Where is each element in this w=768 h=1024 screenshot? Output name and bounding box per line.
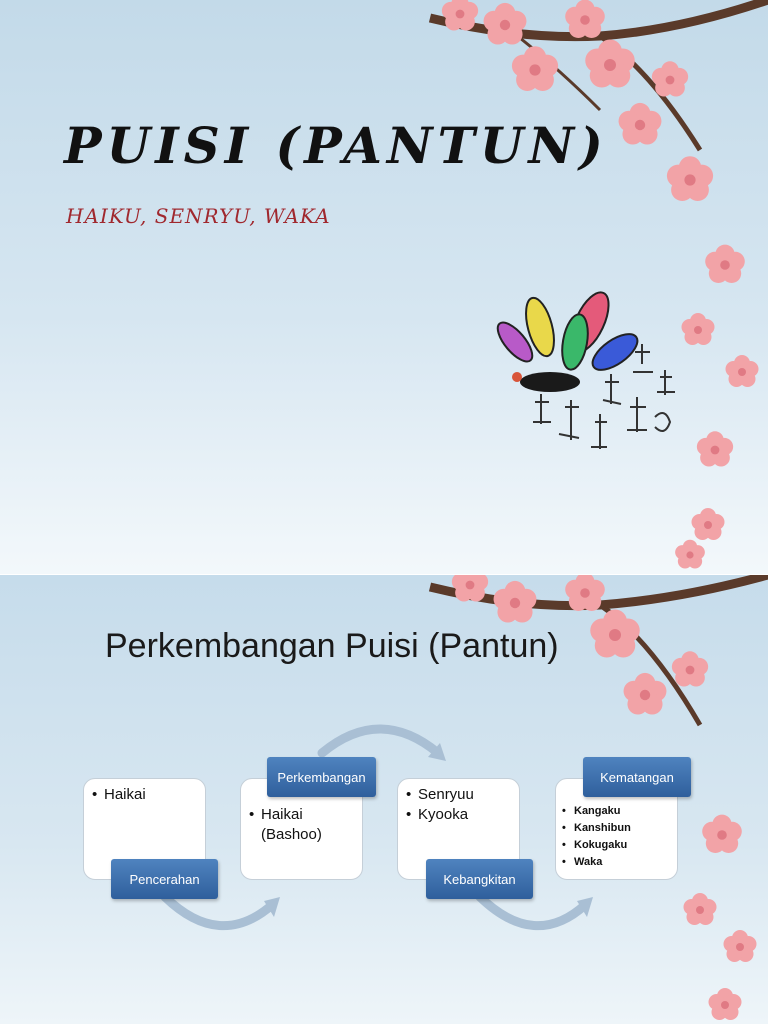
- content-slide: [0, 575, 768, 1024]
- stage-label: Kematangan: [583, 757, 691, 797]
- list-item: • Haikai (Bashoo): [247, 805, 351, 845]
- slide-subtitle: HAIKU, SENRYU, WAKA: [66, 204, 331, 228]
- calligraphy-painting-icon: [495, 282, 695, 482]
- list-item: • Waka: [560, 854, 673, 871]
- list-item: • Kangaku: [560, 803, 673, 820]
- slide-title: PUISI (PANTUN): [64, 116, 608, 175]
- stage-label: Kebangkitan: [426, 859, 533, 899]
- stage-label: Pencerahan: [111, 859, 218, 899]
- stage-label: Perkembangan: [267, 757, 376, 797]
- list-item: • Kyooka: [404, 805, 513, 825]
- list-item: • Senryuu: [404, 785, 513, 805]
- list-item: • Kokugaku: [560, 837, 673, 854]
- list-item: • Haikai: [90, 785, 199, 805]
- slide-title: Perkembangan Puisi (Pantun): [105, 627, 559, 665]
- list-item: • Kanshibun: [560, 820, 673, 837]
